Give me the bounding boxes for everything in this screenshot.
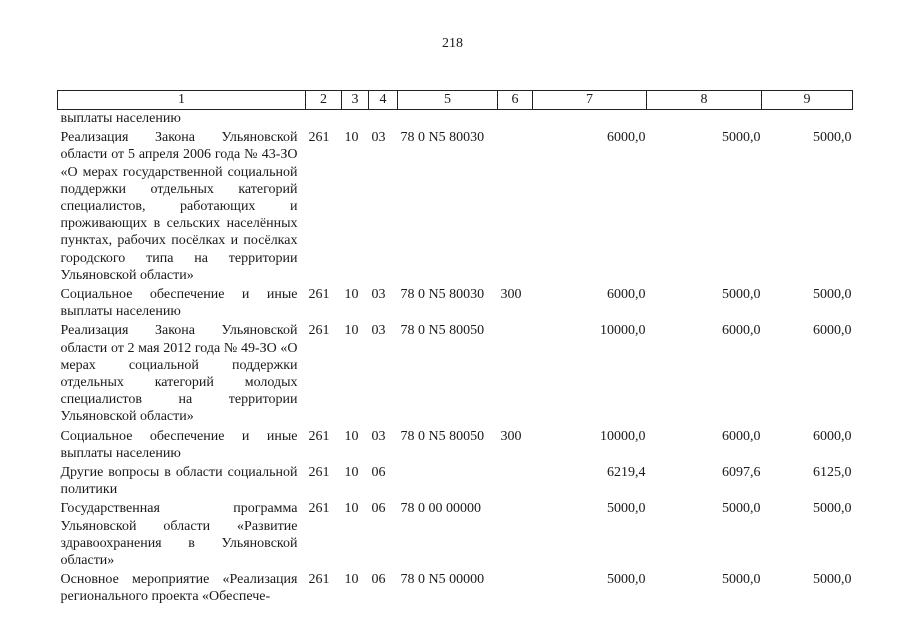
cell-amount-col7: 5000,0 (607, 501, 646, 517)
cell-amount-col7: 5000,0 (607, 572, 646, 588)
cell-amount-col7: 10000,0 (600, 428, 646, 444)
cell-section: 10 (344, 130, 359, 146)
cell-expense-type (498, 464, 533, 500)
cell-subsection: 03 (371, 323, 386, 339)
table-row (58, 322, 853, 427)
cell-amount-col9: 5000,0 (813, 572, 852, 588)
row-name: Социальное обеспечение и иные выплаты населению (60, 287, 298, 320)
cell-target-article (398, 110, 498, 130)
cell-amount-col7: 10000,0 (600, 323, 646, 339)
cell-expense-type (498, 322, 533, 427)
column-header: 4 (369, 91, 398, 110)
cell-amount-col9: 5000,0 (813, 130, 852, 146)
cell-section: 10 (344, 428, 359, 444)
cell-amount-col7: 6219,4 (607, 465, 646, 481)
cell-target-article (398, 464, 498, 500)
cell-amount-col8 (647, 110, 762, 130)
cell-ministry-code: 261 (308, 428, 330, 444)
column-header: 3 (342, 91, 369, 110)
cell-amount-col7: 6000,0 (607, 130, 646, 146)
cell-section: 10 (344, 465, 359, 481)
cell-subsection: 06 (371, 572, 386, 588)
cell-target-article: 78 0 N5 80050 (400, 428, 485, 444)
cell-amount-col8: 6000,0 (722, 428, 761, 444)
row-name: Другие вопросы в области социальной политики (60, 465, 298, 498)
cell-ministry-code: 261 (308, 323, 330, 339)
row-name: Реализация Закона Ульяновской области от 2 мая 2012 года № 49-ЗО «О мерах социальной поддержки отдельных категорий молодых специалистов на территории Ульяновской области» (60, 323, 298, 425)
table-row (58, 129, 853, 286)
cell-ministry-code: 261 (308, 130, 330, 146)
cell-amount-col8: 5000,0 (722, 501, 761, 517)
cell-expense-type: 300 (500, 428, 522, 444)
cell-target-article: 78 0 N5 80050 (400, 323, 485, 339)
column-header: 6 (498, 91, 533, 110)
cell-section (342, 110, 369, 130)
cell-amount-col9: 6000,0 (813, 323, 852, 339)
table-header-row (58, 91, 853, 110)
cell-section: 10 (344, 323, 359, 339)
column-header: 1 (58, 91, 306, 110)
table-row (58, 500, 853, 571)
cell-section: 10 (344, 572, 359, 588)
cell-target-article: 78 0 00 00000 (400, 501, 481, 517)
cell-amount-col9: 6000,0 (813, 428, 852, 444)
cell-target-article: 78 0 N5 80030 (400, 287, 485, 303)
cell-amount-col9: 5000,0 (813, 287, 852, 303)
column-header: 2 (306, 91, 342, 110)
page-number: 218 (442, 36, 463, 51)
cell-amount-col8: 5000,0 (722, 287, 761, 303)
column-header: 7 (533, 91, 647, 110)
cell-expense-type (498, 110, 533, 130)
table-row (58, 286, 853, 322)
cell-amount-col9: 6125,0 (813, 465, 852, 481)
table-row (58, 428, 853, 464)
cell-amount-col9: 5000,0 (813, 501, 852, 517)
cell-amount-col8: 6000,0 (722, 323, 761, 339)
cell-section: 10 (344, 287, 359, 303)
cell-subsection (369, 110, 398, 130)
column-header: 9 (762, 91, 853, 110)
cell-amount-col7 (533, 110, 647, 130)
row-name: Государственная программа Ульяновской области «Развитие здравоохранения в Ульяновской области» (60, 501, 298, 569)
cell-amount-col8: 5000,0 (722, 572, 761, 588)
cell-ministry-code: 261 (308, 572, 330, 588)
cell-amount-col8: 6097,6 (722, 465, 761, 481)
cell-target-article: 78 0 N5 80030 (400, 130, 485, 146)
cell-subsection: 06 (371, 501, 386, 517)
cell-subsection: 03 (371, 130, 386, 146)
table-row (58, 110, 853, 130)
cell-expense-type (498, 129, 533, 286)
column-header: 8 (647, 91, 762, 110)
cell-amount-col7: 6000,0 (607, 287, 646, 303)
cell-ministry-code: 261 (308, 287, 330, 303)
cell-amount-col8: 5000,0 (722, 130, 761, 146)
table-row (58, 571, 853, 605)
cell-subsection: 03 (371, 287, 386, 303)
cell-section: 10 (344, 501, 359, 517)
cell-subsection: 03 (371, 428, 386, 444)
row-name: Социальное обеспечение и иные выплаты населению (60, 428, 298, 461)
column-header: 5 (398, 91, 498, 110)
cell-target-article: 78 0 N5 00000 (400, 572, 485, 588)
row-name: выплаты населению (60, 111, 181, 126)
cell-expense-type (498, 571, 533, 605)
row-name: Реализация Закона Ульяновской области от 5 апреля 2006 года № 43-ЗО «О мерах государственной социальной поддержки отдельных категорий специалистов, работающих и проживающих в сельских населённых пунктах, рабочих посёлках и посёлках городского типа на территории Ульяновской области» (60, 130, 298, 283)
cell-amount-col9 (762, 110, 853, 130)
table-row (58, 464, 853, 500)
cell-ministry-code (306, 110, 342, 130)
row-name: Основное мероприятие «Реализация регионального проекта «Обеспече- (60, 572, 298, 605)
cell-ministry-code: 261 (308, 465, 330, 481)
budget-table (57, 90, 853, 606)
cell-expense-type (498, 500, 533, 571)
cell-subsection: 06 (371, 465, 386, 481)
cell-ministry-code: 261 (308, 501, 330, 517)
cell-expense-type: 300 (500, 287, 522, 303)
